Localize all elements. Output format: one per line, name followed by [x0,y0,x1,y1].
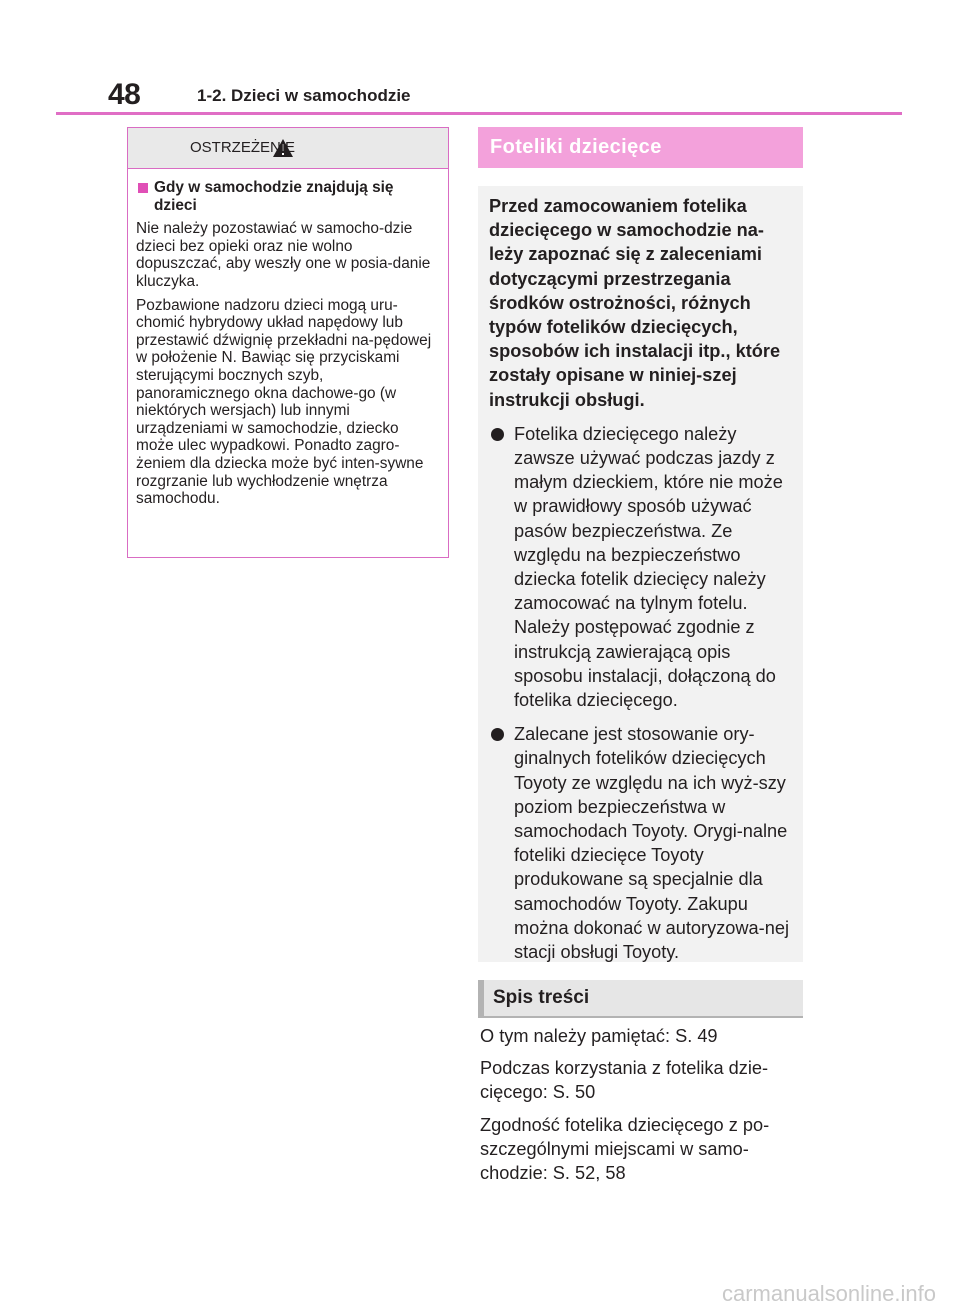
list-item [489,722,795,964]
section-title: 1-2. Dzieci w samochodzie [197,86,411,105]
intro-box [478,186,803,962]
warning-subheading-text: Gdy w samochodzie znajdują się dzieci [154,179,394,214]
toc-link[interactable]: Zgodność fotelika dziecięcego z po-szczególnymi miejscami w samo-chodzie: S. 52, 58 [480,1114,770,1184]
bullet-text: Zalecane jest stosowanie ory-ginalnych fotelików dziecięcych Toyoty ze względu na ich wyż-szy poziom bezpieczeństwa w samochodach Toyoty. Orygi-nalne foteliki dziecięce Toyoty produkowane są specjalnie dla samochodów Toyoty. Zakupu można dokonać w autoryzowa-nej stacji obsługi Toyoty. [514,724,789,963]
warning-paragraph: Nie należy pozostawiać w samocho-dzie dzieci bez opieki oraz nie wolno dopuszczać, aby weszły one w posia-danie kluczyka. [136,220,431,290]
toc-heading: Spis treści [478,980,803,1018]
warning-body [128,169,448,508]
toc-link[interactable]: O tym należy pamiętać: S. 49 [480,1026,718,1046]
header-rule [56,112,902,115]
main-title-band: Foteliki dziecięce [478,127,803,168]
warning-header [128,128,448,169]
toc-link[interactable]: Podczas korzystania z fotelika dzie-cięcego: S. 50 [480,1058,769,1103]
page-number: 48 [108,78,141,111]
square-bullet-icon [138,183,148,193]
round-bullet-icon [491,728,504,741]
warning-subheading [136,179,440,214]
list-item [489,422,795,712]
bullet-text: Fotelika dziecięcego należy zawsze używać podczas jazdy z małym dzieckiem, które nie może w prawidłowy sposób używać pasów bezpieczeństwa. Ze względu na bezpieczeństwo dziecka fotelik dziecięcy należy zamocować na tylnym fotelu. Należy postępować zgodnie z instrukcją zawierającą opis sposobu instalacji, dołączoną do fotelika dziecięcego. [514,423,783,711]
warning-paragraph: Pozbawione nadzoru dzieci mogą uru-chomić hybrydowy układ napędowy lub przestawić dźwignię przekładni na-pędowej w położenie N. Bawiąc się przyciskami sterującymi bocznych szyb, panoramicznego okna dachowe-go (w niektórych wersjach) lub innymi urządzeniami w samochodzie, dziecko może ulec wypadkowi. Ponadto zagro-żeniem dla dziecka może być inten-sywne rozgrzanie lub wychłodzenie wnętrza samochodu. [136,296,432,508]
intro-text: Przed zamocowaniem fotelika dziecięcego w samochodzie na-leży zapoznać się z zaleceniami dotyczącymi przestrzegania środków ostrożności, różnych typów fotelików dziecięcych, sposobów ich instalacji itp., które zostały opisane w niniej-szej instrukcji obsługi. [489,196,781,410]
watermark: carmanualsonline.info [721,1281,936,1306]
round-bullet-icon [491,428,504,441]
warning-title: OSTRZEŻENIE [190,139,296,156]
warning-box [127,127,449,558]
toc-list [480,1024,805,1193]
